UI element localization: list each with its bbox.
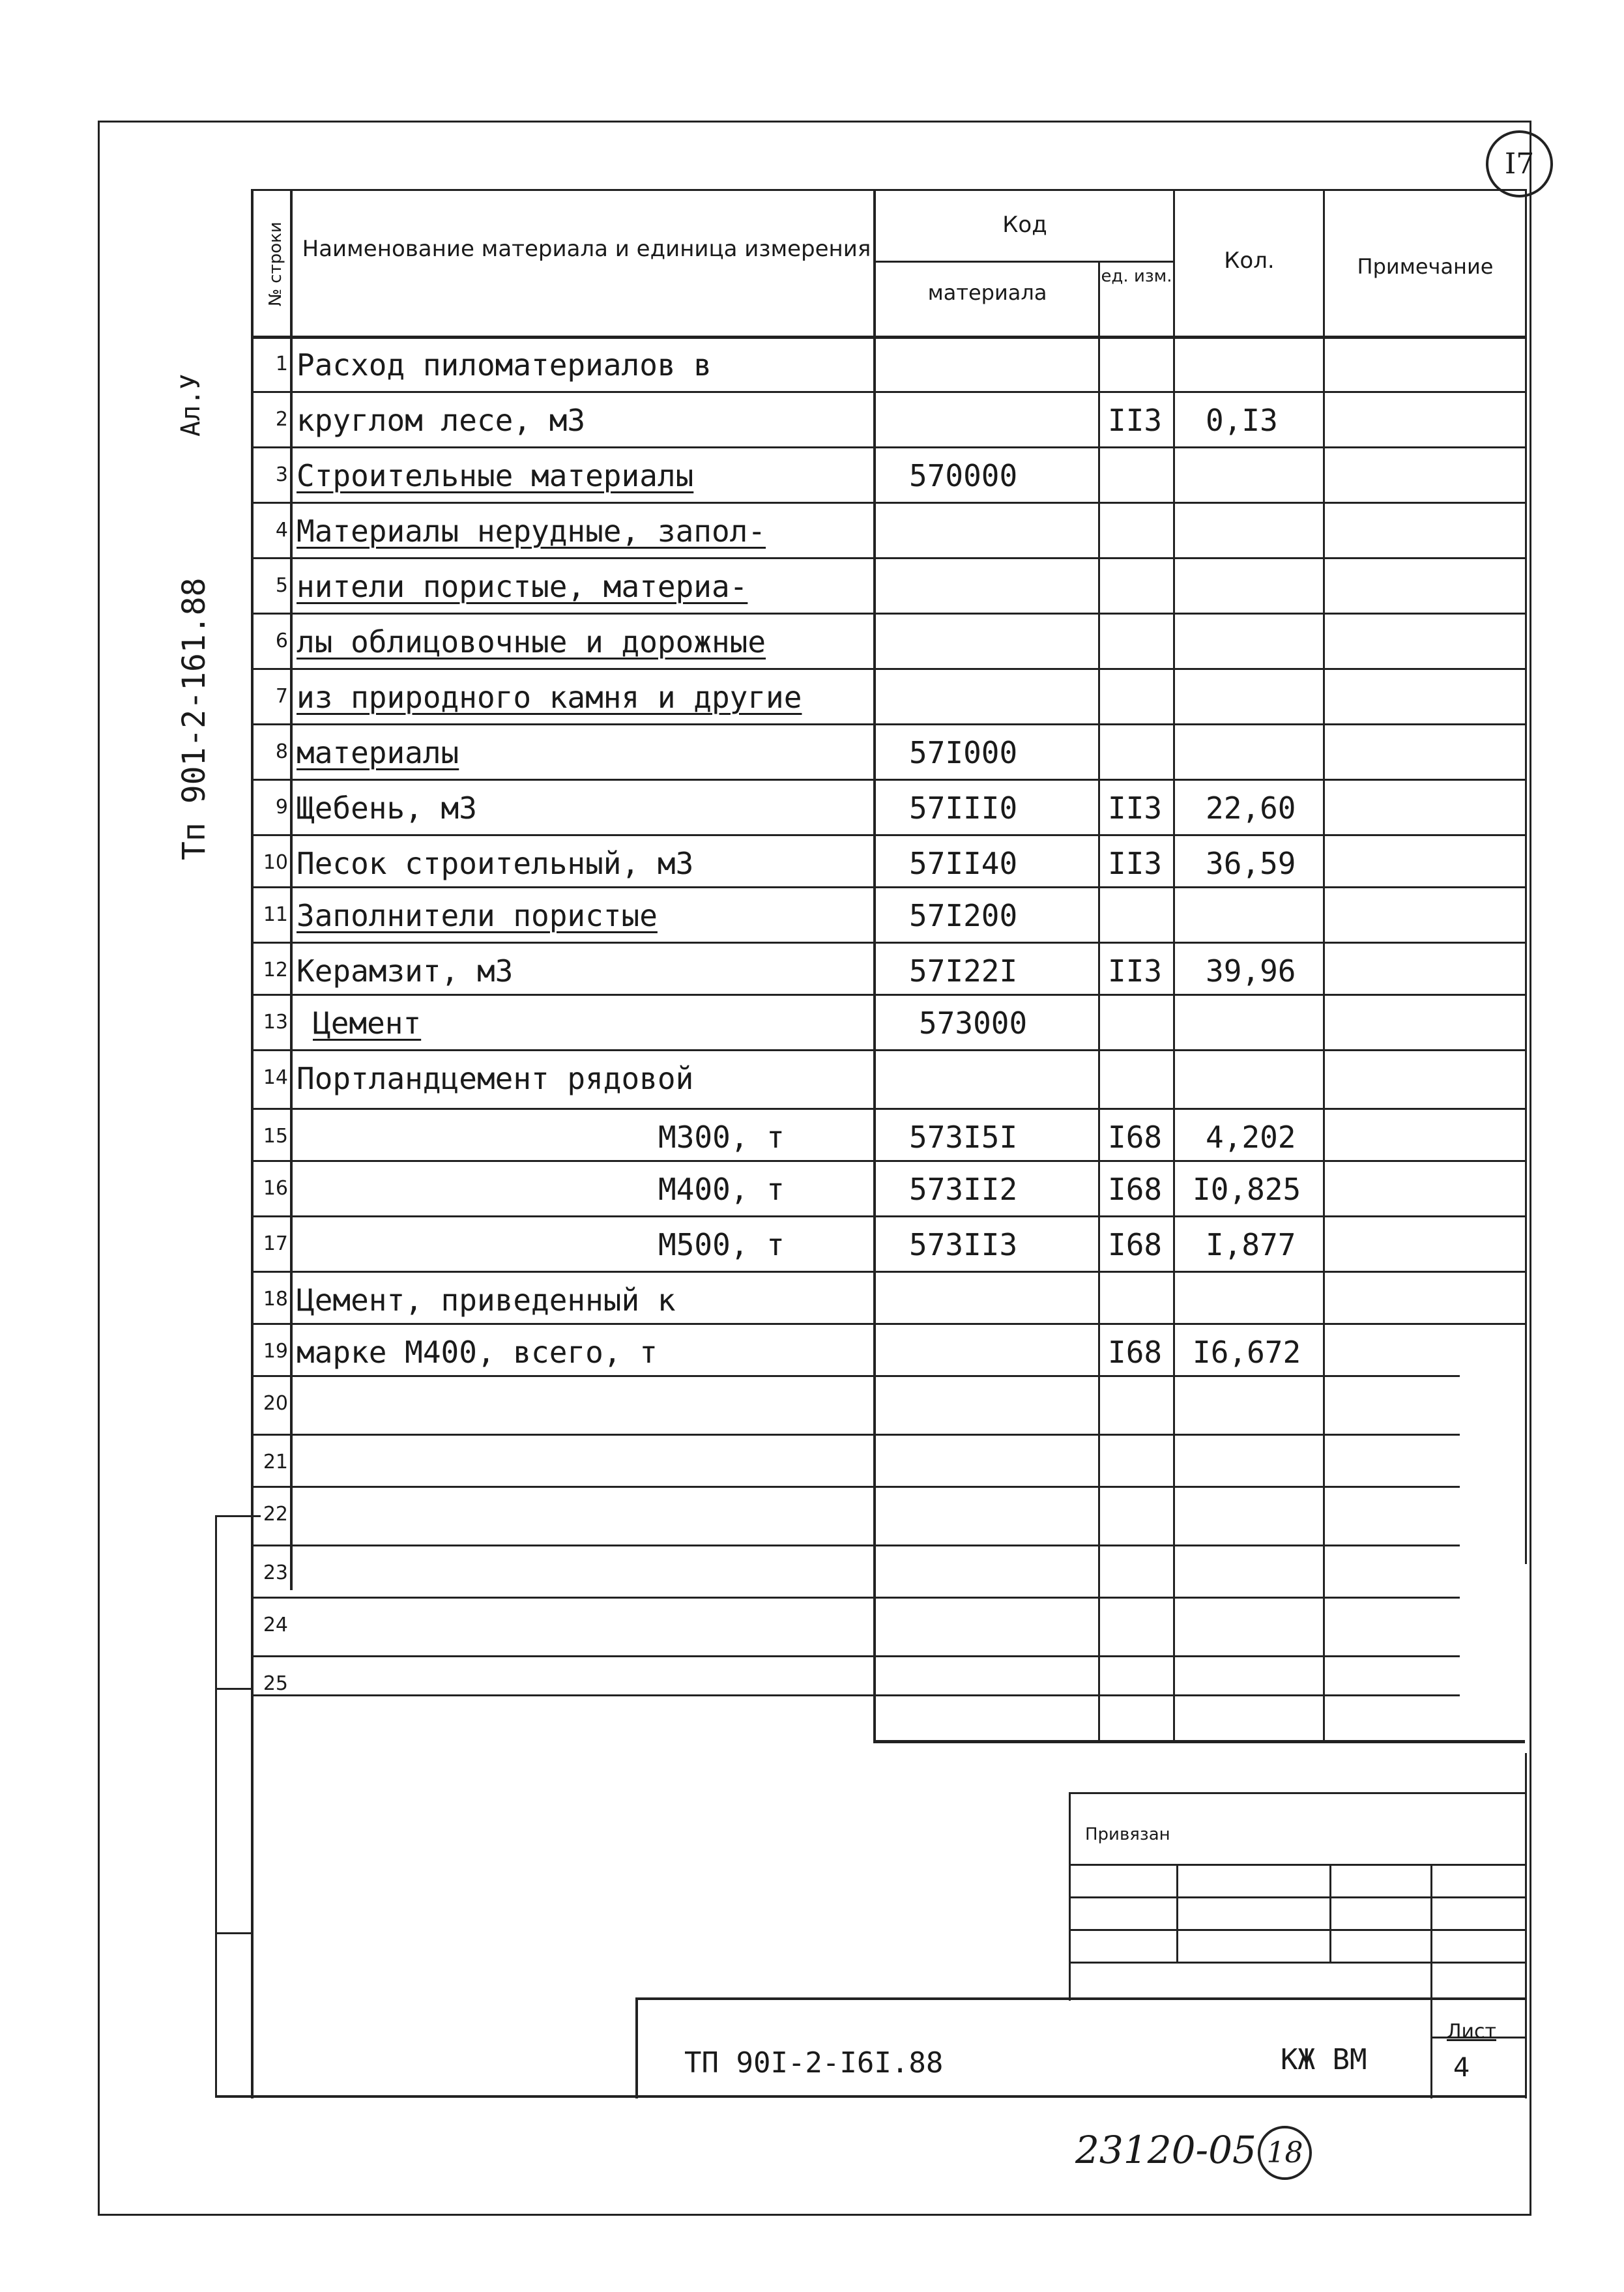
grid-line <box>290 189 293 1590</box>
quantity: 22,60 <box>1206 791 1296 826</box>
grid-line <box>873 189 876 1740</box>
grid-line <box>251 1108 1525 1110</box>
grid-line <box>251 1747 254 2098</box>
row-number: 4 <box>275 519 288 542</box>
grid-line <box>1323 189 1325 1740</box>
material-code: 573I5I <box>909 1120 1018 1155</box>
grid-line <box>873 261 1173 263</box>
row-number: 18 <box>263 1288 288 1311</box>
row-number: 21 <box>263 1451 288 1473</box>
row-number: 3 <box>275 463 288 486</box>
row-number-header: № строки <box>266 222 285 306</box>
row-number: 5 <box>275 574 288 597</box>
material-name: М500, т <box>658 1227 785 1262</box>
grid-line <box>251 189 1525 191</box>
material-code: 57I22I <box>909 953 1018 989</box>
grid-line <box>251 446 1525 448</box>
row-number: 19 <box>263 1340 288 1363</box>
row-number: 16 <box>263 1177 288 1200</box>
grid-line <box>251 668 1525 670</box>
grid-line <box>251 1486 1460 1488</box>
material-name: Расход пиломатериалов в <box>297 347 712 383</box>
row-number: 22 <box>263 1503 288 1526</box>
row-number: 8 <box>275 740 288 763</box>
grid-line <box>1069 1896 1525 1898</box>
material-code: 573II2 <box>909 1172 1018 1207</box>
material-name: М400, т <box>658 1172 785 1207</box>
quantity: 36,59 <box>1206 846 1296 881</box>
row-number: 17 <box>263 1232 288 1255</box>
material-code-header: материала <box>927 280 1047 305</box>
quantity-header: Кол. <box>1224 248 1275 274</box>
grid-line <box>251 1271 1525 1273</box>
row-number: 10 <box>263 851 288 874</box>
unit-code: II3 <box>1108 403 1163 438</box>
grid-line <box>251 886 1525 888</box>
circled-number: 18 <box>1258 2126 1312 2180</box>
sheet-label: Лист <box>1447 2020 1497 2043</box>
unit-code: II3 <box>1108 846 1163 881</box>
row-number: 24 <box>263 1614 288 1636</box>
unit-code: I68 <box>1108 1227 1163 1262</box>
material-code: 570000 <box>909 458 1018 493</box>
sheet-value: 4 <box>1453 2053 1470 2083</box>
unit-code: I68 <box>1108 1120 1163 1155</box>
grid-line <box>251 1215 1525 1217</box>
quantity: 0,I3 <box>1206 403 1278 438</box>
grid-line <box>251 1545 1460 1546</box>
code-group-header: Код <box>1002 212 1047 238</box>
name-column-header: Наименование материала и единица измерения <box>302 236 871 262</box>
quantity: 4,202 <box>1206 1120 1296 1155</box>
grid-line <box>1525 189 1527 1564</box>
material-name: Цемент <box>313 1006 422 1041</box>
grid-line <box>251 942 1525 944</box>
grid-line <box>251 613 1525 615</box>
grid-line <box>1430 1864 1432 2098</box>
grid-line <box>1069 1929 1525 1931</box>
row-number: 9 <box>275 796 288 819</box>
unit-code-header: ед. изм. <box>1101 267 1172 286</box>
material-code: 57I000 <box>909 735 1018 770</box>
material-name: Портландцемент рядовой <box>297 1061 694 1096</box>
material-name: марке М400, всего, т <box>297 1335 658 1370</box>
grid-line <box>251 1375 1460 1377</box>
grid-line <box>251 1694 1460 1696</box>
material-name: Строительные материалы <box>297 458 694 493</box>
grid-line <box>251 189 254 1766</box>
material-name: Заполнители пористые <box>297 898 658 933</box>
row-number: 2 <box>275 408 288 431</box>
material-code: 573II3 <box>909 1227 1018 1262</box>
material-name: нители пористые, материа- <box>297 569 748 604</box>
grid-line <box>1098 261 1100 1740</box>
quantity: 39,96 <box>1206 953 1296 989</box>
row-number: 23 <box>263 1561 288 1584</box>
grid-line <box>873 1740 1525 1743</box>
unit-code: II3 <box>1108 953 1163 989</box>
grid-line <box>251 557 1525 559</box>
grid-line <box>215 2095 1525 2098</box>
material-name: Цемент, приведенный к <box>297 1283 676 1318</box>
row-number: 7 <box>275 685 288 708</box>
row-number: 20 <box>263 1392 288 1415</box>
grid-line <box>1173 189 1175 1740</box>
grid-line <box>215 1515 261 1517</box>
grid-line <box>1176 1864 1178 1962</box>
grid-line <box>1069 1792 1525 1794</box>
inventory-number: 23120-05 <box>1075 2128 1256 2172</box>
title-document-code: ТП 90I-2-I6I.88 <box>684 2046 944 2080</box>
grid-line <box>1525 1753 1527 2098</box>
row-number: 12 <box>263 959 288 981</box>
grid-line <box>635 1997 638 2098</box>
material-name: Материалы нерудные, запол- <box>297 514 766 549</box>
row-number: 13 <box>263 1011 288 1034</box>
grid-line <box>1329 1864 1331 1962</box>
grid-line <box>251 1049 1525 1051</box>
grid-line <box>635 1997 1525 2000</box>
material-code: 57II40 <box>909 846 1018 881</box>
row-number: 25 <box>263 1672 288 1695</box>
row-number: 11 <box>263 903 288 926</box>
material-name: Щебень, м3 <box>297 791 477 826</box>
grid-line <box>251 723 1525 725</box>
row-number: 1 <box>275 353 288 375</box>
grid-line <box>1069 1864 1525 1866</box>
grid-line <box>251 391 1525 393</box>
material-code: 57I200 <box>909 898 1018 933</box>
grid-line <box>251 834 1525 836</box>
material-name: круглом лесе, м3 <box>297 403 586 438</box>
unit-code: I68 <box>1108 1172 1163 1207</box>
grid-line <box>251 994 1525 996</box>
side-document-code: Тп 901-2-161.88 <box>176 577 212 860</box>
grid-line <box>251 1323 1525 1325</box>
row-number: 14 <box>263 1066 288 1089</box>
grid-line <box>215 1688 251 1690</box>
grid-line <box>251 1597 1460 1599</box>
material-code: 57III0 <box>909 791 1018 826</box>
title-section: КЖ ВМ <box>1281 2043 1367 2076</box>
material-name: Песок строительный, м3 <box>297 846 694 881</box>
grid-line <box>215 1932 251 1934</box>
grid-line <box>251 1160 1525 1162</box>
quantity: I6,672 <box>1193 1335 1301 1370</box>
material-name: М300, т <box>658 1120 785 1155</box>
material-name: Керамзит, м3 <box>297 953 514 989</box>
material-code: 573000 <box>919 1006 1028 1041</box>
row-number: 6 <box>275 630 288 652</box>
quantity: I,877 <box>1206 1227 1296 1262</box>
grid-line <box>1069 1962 1525 1964</box>
grid-line <box>251 1655 1460 1657</box>
grid-line <box>251 502 1525 504</box>
grid-line <box>215 1515 217 2095</box>
note-header: Примечание <box>1357 254 1494 279</box>
side-album-label: Ал.У <box>176 373 206 437</box>
row-number: 15 <box>263 1125 288 1148</box>
grid-line <box>251 1434 1460 1436</box>
unit-code: I68 <box>1108 1335 1163 1370</box>
grid-line <box>251 779 1525 781</box>
material-name: лы облицовочные и дорожные <box>297 624 766 660</box>
linked-label: Привязан <box>1085 1825 1170 1844</box>
grid-line <box>251 336 1525 339</box>
sheet-number: I7 <box>1486 130 1553 197</box>
unit-code: II3 <box>1108 791 1163 826</box>
quantity: I0,825 <box>1193 1172 1301 1207</box>
material-name: материалы <box>297 735 459 770</box>
material-name: из природного камня и другие <box>297 680 802 715</box>
